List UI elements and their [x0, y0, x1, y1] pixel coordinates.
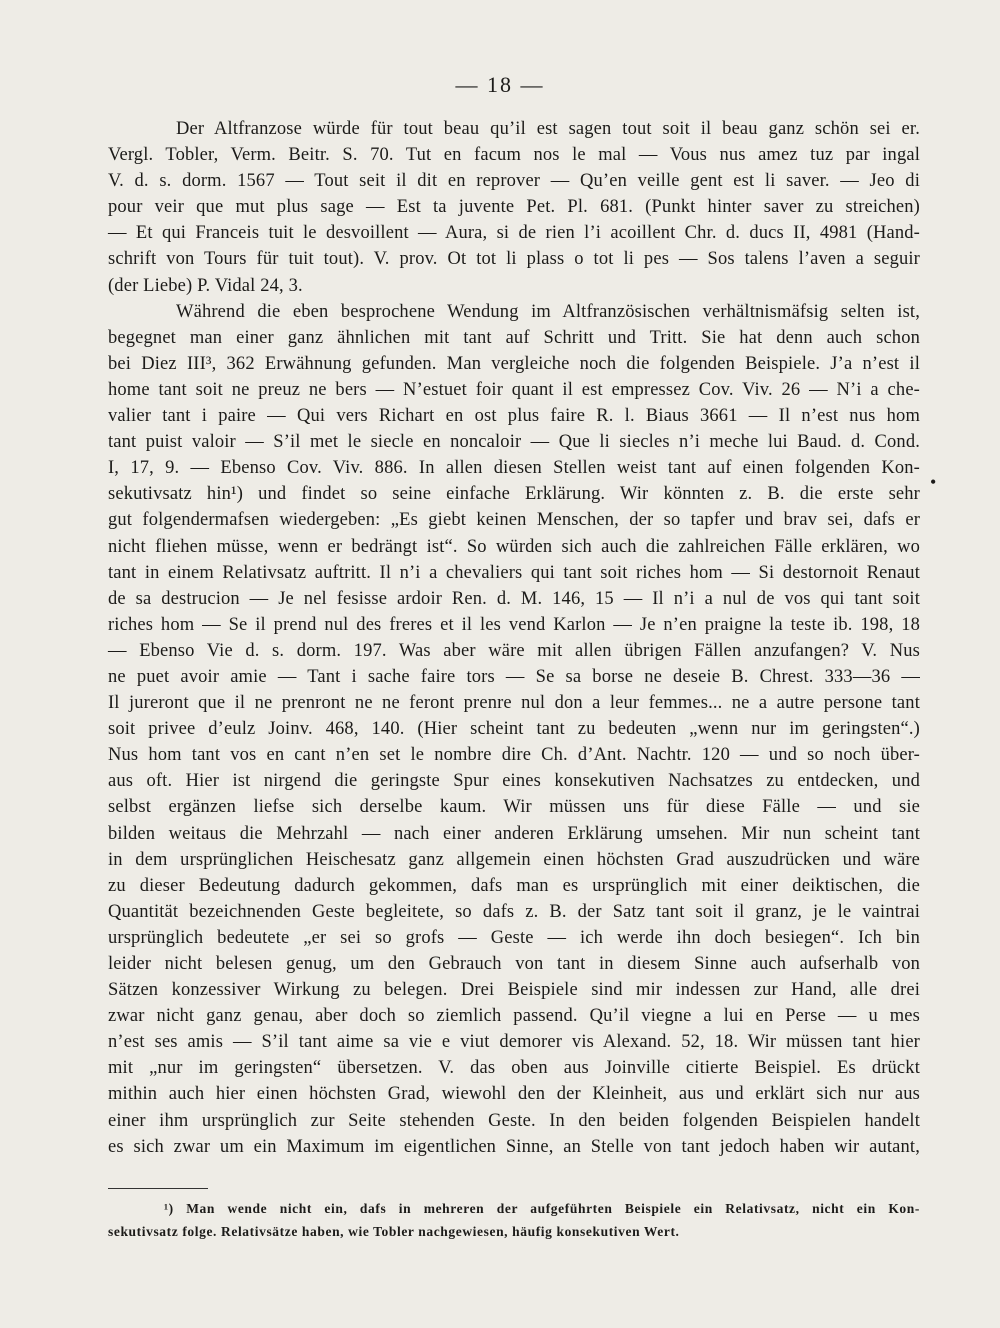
body-text: [108, 116, 920, 1160]
text-line: riches hom — Se il prend nul des freres et il les vend Karlon — Je n’en praigne la teste ib. 198, 18: [108, 614, 920, 635]
text-line: ne puet avoir amie — Tant i sache faire tors — Se sa borse ne deseie B. Chrest. 333—36 —: [108, 666, 920, 687]
text-line: pour veir que mut plus sage — Est ta juvente Pet. Pl. 681. (Punkt hinter saver zu streichen): [108, 197, 920, 218]
text-line: nicht fliehen müsse, wenn er bedrängt ist“. So würden sich auch die zahlreichen Fälle erklären, wo: [108, 536, 920, 557]
text-line: Nus hom tant vos en cant n’en set le nombre dire Ch. d’Ant. Nachtr. 120 — und so noch über-: [108, 745, 920, 766]
text-line: home tant soit ne preuz ne bers — N’estuet foir quant il est empressez Cov. Viv. 26 — N’i a che-: [108, 379, 920, 400]
footnote-rule: [108, 1188, 208, 1189]
text-line: mit „nur im geringsten“ übersetzen. V. das oben aus Joinville citierte Beispiel. Es drückt: [108, 1058, 920, 1079]
text-line: Il jureront que il ne prenront ne ne feront prenre nul don a leur femmes... ne a autre persone tant: [108, 693, 920, 714]
text-line: mithin auch hier einen höchsten Grad, wiewohl den der Kleinheit, aus und erklärt sich nur aus: [108, 1084, 920, 1105]
text-line: tant puist valoir — S’il met le siecle en noncaloir — Que li siecles n’i meche lui Baud. d. Cond.: [108, 432, 920, 453]
text-line: in dem ursprünglichen Heischesatz ganz allgemein einen höchsten Grad auszudrücken und wäre: [108, 849, 920, 870]
text-line: Der Altfranzose würde für tout beau qu’il est sagen tout soit il beau ganz schön sei er.: [176, 119, 920, 139]
text-line: soit privee d’eulz Joinv. 468, 140. (Hier scheint tant zu bedeuten „wenn nur im geringsten“.): [108, 719, 920, 740]
text-line: begegnet man einer ganz ähnlichen mit tant auf Schritt und Tritt. Sie hat denn auch schon: [108, 327, 920, 348]
text-line: de sa destrucion — Je nel fesisse ardoir Ren. d. M. 146, 15 — Il n’i a nul de vos qui tant soit: [108, 588, 920, 609]
footnote-line: sekutivsatz folge. Relativsätze haben, wie Tobler nachgewiesen, häufig konsekutiven Wert.: [108, 1224, 680, 1239]
footnote: [108, 1197, 920, 1243]
text-line: bilden weitaus die Mehrzahl — nach einer anderen Erklärung umsehen. Mir nun scheint tant: [108, 823, 920, 844]
text-line: Sätzen konzessiver Wirkung zu belegen. Drei Beispiele sind mir indessen zur Hand, alle drei: [108, 980, 920, 1001]
text-line: — Et qui Franceis tuit le desvoillent — Aura, si de rien l’i acoillent Chr. d. ducs II, 4981 (Hand-: [108, 223, 920, 244]
text-line: — Ebenso Vie d. s. dorm. 197. Was aber wäre mit allen übrigen Fällen anzufangen? V. Nus: [108, 640, 920, 661]
text-line: leider nicht belesen genug, um den Gebrauch von tant in diesem Sinne auch aufserhalb von: [108, 954, 920, 974]
text-line: es sich zwar um ein Maximum im eigentlichen Sinne, an Stelle von tant jedoch haben wir autant,: [108, 1136, 920, 1157]
text-line: bei Diez III³, 362 Erwähnung gefunden. Man vergleiche noch die folgenden Beispiele. J’a n’est il: [108, 353, 920, 374]
text-line: Während die eben besprochene Wendung im Altfranzösischen verhältnismäfsig selten ist,: [176, 301, 920, 322]
page-number: — 18 —: [455, 72, 545, 97]
footnote-line: ¹) Man wende nicht ein, dafs in mehreren der aufgeführten Beispiele ein Relativsatz, nicht ein Kon-: [164, 1201, 920, 1216]
text-line: ursprünglich bedeutete „er sei so grofs — Geste — ich werde ihn doch besiegen“. Ich bin: [108, 927, 920, 948]
text-line: n’est ses amis — S’il tant aime sa vie e viut demorer vis Alexand. 52, 18. Wir müssen tant hier: [108, 1032, 920, 1053]
text-line: Quantität bezeichnenden Geste begleitete, so dafs z. B. der Satz tant soit il granz, je le vaintrai: [108, 901, 920, 922]
text-line: einer ihm ursprünglich zur Seite stehenden Geste. In den beiden folgenden Beispielen handelt: [108, 1110, 920, 1131]
text-line: gut folgendermafsen wiedergeben: „Es giebt keinen Menschen, der so tapfer und brav sei, dafs er: [108, 510, 920, 531]
text-line: aus oft. Hier ist nirgend die geringste Spur eines konsekutiven Nachsatzes zu entdecken, und: [108, 771, 920, 792]
text-line: V. d. s. dorm. 1567 — Tout seit il dit en reprover — Qu’en veille gent est li saver. — Jeo di: [108, 171, 920, 192]
text-line: valier tant i paire — Qui vers Richart en ost plus faire R. l. Biaus 3661 — Il n’est nus hom: [108, 406, 920, 427]
text-line: (der Liebe) P. Vidal 24, 3.: [108, 275, 303, 296]
text-line: schrift von Tours für tuit tout). V. prov. Ot tot li plass o tot li pes — Sos talens l’aven a seguir: [108, 249, 920, 270]
text-line: selbst ergänzen liefse sich derselbe kaum. Wir müssen uns für diese Fälle — und sie: [108, 797, 920, 818]
text-line: I, 17, 9. — Ebenso Cov. Viv. 886. In allen diesen Stellen weist tant auf einen folgenden Kon-: [108, 458, 920, 479]
text-line: zwar nicht ganz genau, aber doch so ziemlich passend. Qu’il viegne a lui en Perse — u mes: [108, 1006, 920, 1027]
text-line: tant in einem Relativsatz auftritt. Il n’i a chevaliers qui tant soit riches hom — Si destornoit Renaut: [108, 562, 920, 583]
text-line: sekutivsatz hin¹) und findet so seine einfache Erklärung. Wir könnten z. B. die erste sehr: [108, 484, 920, 505]
text-line: Vergl. Tobler, Verm. Beitr. S. 70. Tut en facum nos le mal — Vous nus amez tuz par ingal: [108, 145, 920, 166]
margin-mark: •: [930, 472, 937, 492]
text-line: zu dieser Bedeutung dadurch gekommen, dafs man es ursprünglich mit einer deiktischen, die: [108, 875, 920, 896]
